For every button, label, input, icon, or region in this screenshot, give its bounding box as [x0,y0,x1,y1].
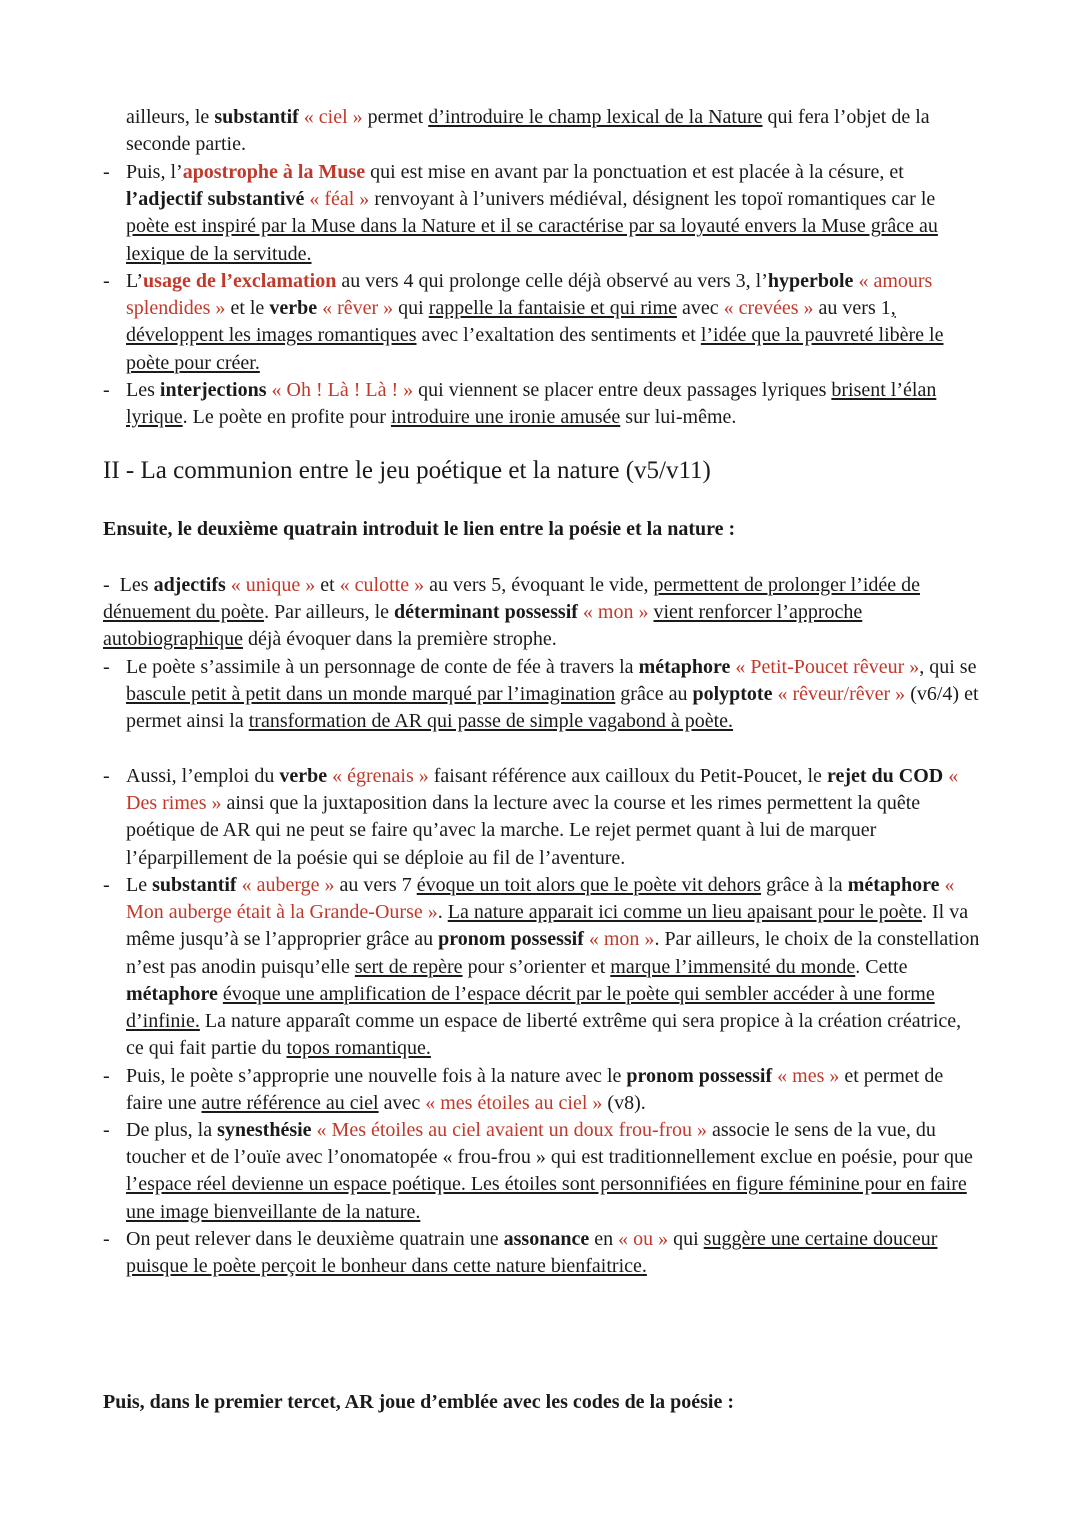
bullet-dash: - [103,765,110,787]
list-item: - Le poète s’assimile à un personnage de conte de fée à travers la métaphore « Petit-Poucet rêveur », qui se bascule petit à petit dans un monde marqué par l’imagination grâce au polyptote « rêveur/rêver » (v6/4) et permet ainsi la transformation de AR qui passe de simple vagabond à poète. [103,656,979,733]
list-item: - Aussi, l’emploi du verbe « égrenais » faisant référence aux cailloux du Petit-Poucet, le rejet du COD « Des rimes » ainsi que la juxtaposition dans la lecture avec la course et les rimes permettent la quête poétique de AR qui ne peut se faire qu’avec la marche. Le rejet permet quant à lui de marquer l’éparpillement de la poésie qui se déploie au fil de l’aventure. [103,765,959,869]
list-item: - Puis, l’apostrophe à la Muse qui est mise en avant par la ponctuation et est placée à la césure, et l’adjectif substantivé « féal » renvoyant à l’univers médiéval, désignent les topoï romantiques car le poète est inspiré par la Muse dans la Nature et il se caractérise par sa loyauté envers la Muse grâce au lexique de la servitude. [103,161,938,265]
list-item: - Puis, le poète s’approprie une nouvelle fois à la nature avec le pronom possessif « mes » et permet de faire une autre référence au ciel avec « mes étoiles au ciel » (v8). [103,1065,944,1115]
paragraph-continuation: ailleurs, le substantif « ciel » permet d’introduire le champ lexical de la Nature qui fera l’objet de la seconde partie. [126,106,930,156]
list-item: - Le substantif « auberge » au vers 7 évoque un toit alors que le poète vit dehors grâce à la métaphore « Mon auberge était à la Grande-Ourse ». La nature apparait ici comme un lieu apaisant pour le poète. Il va même jusqu’à se l’approprier grâce au pronom possessif « mon ». Par ailleurs, le choix de la constellation n’est pas anodin puisqu’elle sert de repère pour s’orienter et marque l’immensité du monde. Cette métaphore évoque une amplification de l’espace décrit par le poète qui sembler accéder à une forme d’infinie. La nature apparaît comme un espace de liberté extrême qui sera propice à la création créatrice, ce qui fait partie du topos romantique. [103,874,980,1060]
bullet-dash: - [103,1119,110,1141]
bullet-dash: - [103,1065,110,1087]
bullet-dash: - [103,574,110,596]
bullet-dash: - [103,1228,110,1250]
list-item: - Les adjectifs « unique » et « culotte » au vers 5, évoquant le vide, permettent de prolonger l’idée de dénuement du poète. Par ailleurs, le déterminant possessif « mon » vient renforcer l’approche autobiographique déjà évoquer dans la première strophe. [103,574,921,651]
list-item: - L’usage de l’exclamation au vers 4 qui prolonge celle déjà observé au vers 3, l’hyperbole « amours splendides » et le verbe « rêver » qui rappelle la fantaisie et qui rime avec « crevées » au vers 1, développent les images romantiques avec l’exaltation des sentiments et l’idée que la pauvreté libère le poète pour créer. [103,270,944,374]
bullet-dash: - [103,379,110,401]
section-intro: Ensuite, le deuxième quatrain introduit le lien entre la poésie et la nature : [103,518,736,540]
closing-intro: Puis, dans le premier tercet, AR joue d’emblée avec les codes de la poésie : [103,1391,734,1413]
list-item: - On peut relever dans le deuxième quatrain une assonance en « ou » qui suggère une certaine douceur puisque le poète perçoit le bonheur dans cette nature bienfaitrice. [103,1228,938,1278]
bullet-dash: - [103,270,110,292]
bullet-dash: - [103,874,110,896]
section-heading: II - La communion entre le jeu poétique et la nature (v5/v11) [103,457,711,484]
list-item: - Les interjections « Oh ! Là ! Là ! » qui viennent se placer entre deux passages lyriques brisent l’élan lyrique. Le poète en profite pour introduire une ironie amusée sur lui-même. [103,379,937,429]
bullet-dash: - [103,656,110,678]
list-item: - De plus, la synesthésie « Mes étoiles au ciel avaient un doux frou-frou » associe le sens de la vue, du toucher et de l’ouïe avec l’onomatopée « frou-frou » qui est traditionnellement exclue en poésie, pour que l’espace réel devienne un espace poétique. Les étoiles sont personnifiées en figure féminine pour en faire une image bienveillante de la nature. [103,1119,973,1223]
bullet-dash: - [103,161,110,183]
